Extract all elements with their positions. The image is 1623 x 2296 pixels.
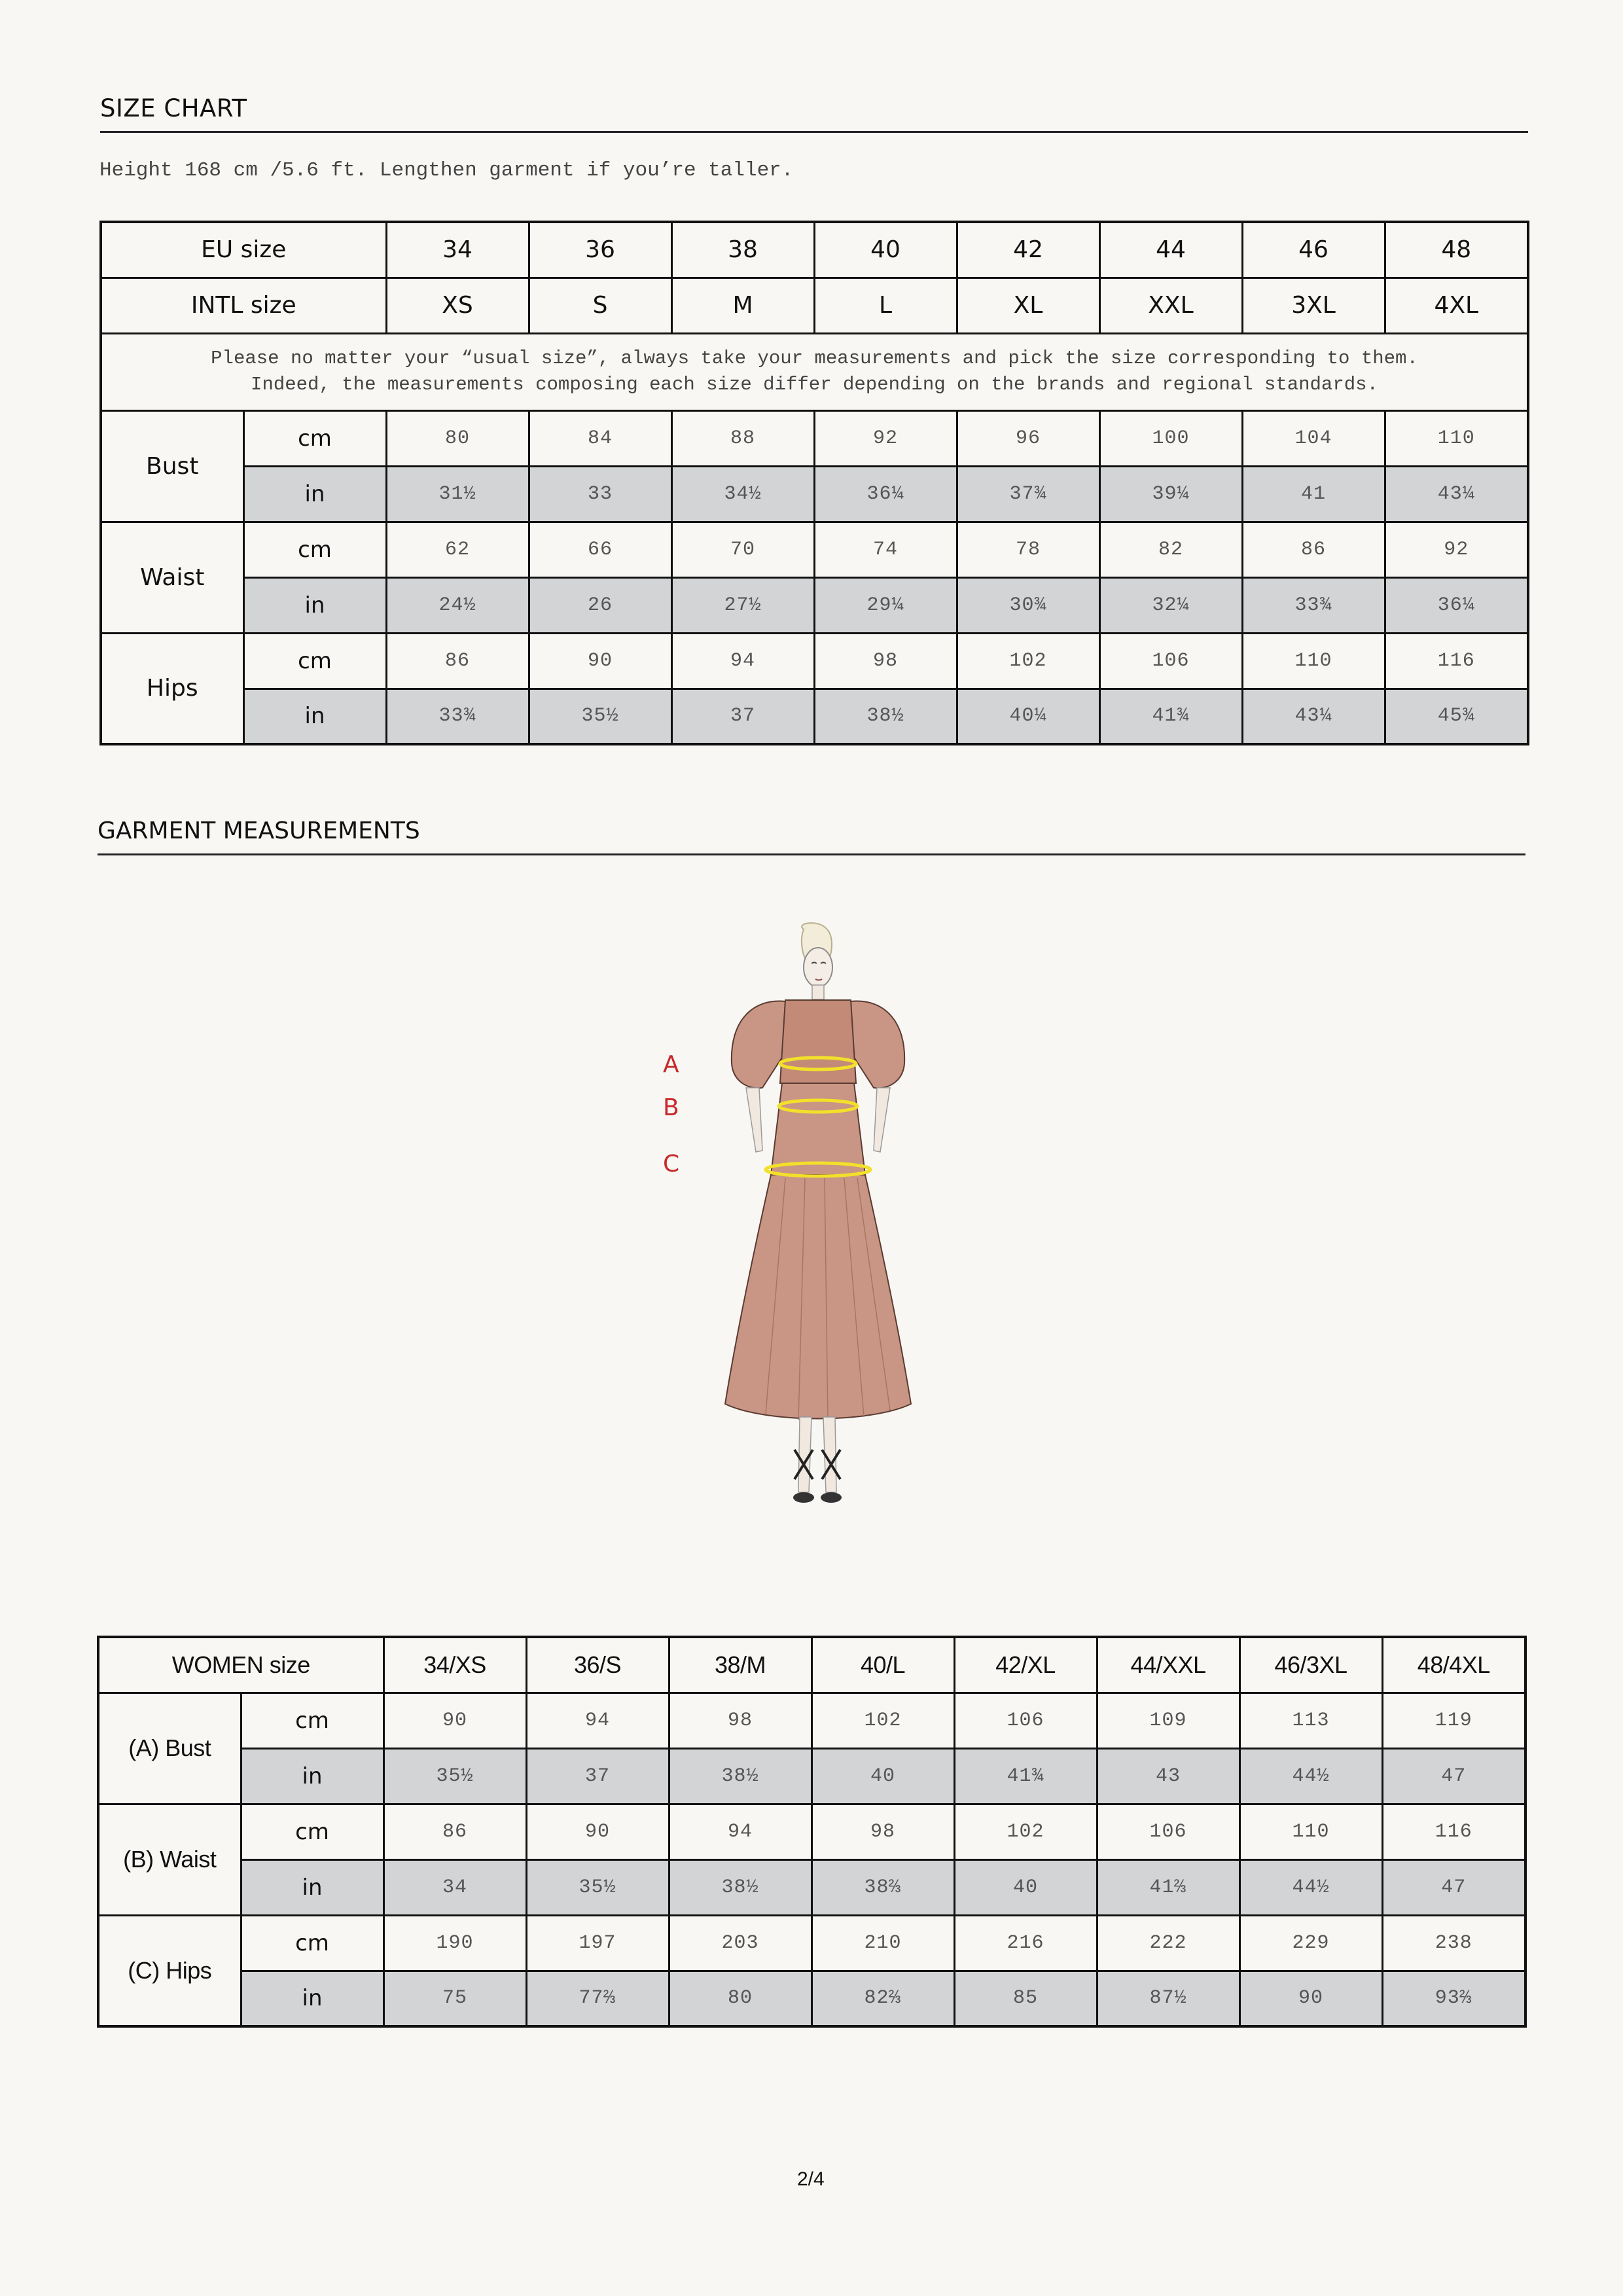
size-note: [101, 333, 1528, 410]
bust-label: Bust: [101, 410, 243, 522]
table-cell: 106: [1099, 633, 1242, 689]
hips-cm-row: [101, 633, 1528, 689]
intl-size-cell: M: [671, 278, 814, 333]
table-cell: 62: [386, 522, 529, 577]
unit-label: in: [243, 466, 386, 522]
table-cell: 38½: [669, 1859, 812, 1915]
table-cell: 75: [383, 1971, 526, 2026]
unit-label: in: [243, 689, 386, 744]
page-number: 2/4: [797, 2168, 825, 2190]
table-cell: 86: [383, 1804, 526, 1859]
eu-size-label: EU size: [101, 222, 386, 278]
eu-size-cell: 36: [529, 222, 671, 278]
garment-size-cell: 36/S: [526, 1637, 669, 1693]
table-cell: 90: [529, 633, 671, 689]
dress-illustration: [654, 916, 969, 1532]
eu-size-cell: 40: [814, 222, 957, 278]
table-cell: 47: [1382, 1748, 1525, 1804]
table-cell: 40: [812, 1748, 954, 1804]
table-cell: 35½: [526, 1859, 669, 1915]
unit-label: cm: [243, 522, 386, 577]
table-cell: 190: [383, 1915, 526, 1971]
garment-hips-label: (C) Hips: [98, 1915, 241, 2026]
table-cell: 90: [383, 1693, 526, 1748]
unit-label: in: [243, 577, 386, 633]
table-cell: 47: [1382, 1859, 1525, 1915]
table-cell: 41¾: [1099, 689, 1242, 744]
table-cell: 94: [671, 633, 814, 689]
table-cell: 102: [812, 1693, 954, 1748]
table-cell: 116: [1382, 1804, 1525, 1859]
table-cell: 110: [1385, 410, 1528, 466]
table-cell: 238: [1382, 1915, 1525, 1971]
intl-size-cell: S: [529, 278, 671, 333]
table-cell: 216: [954, 1915, 1097, 1971]
table-cell: 27½: [671, 577, 814, 633]
intl-size-cell: 3XL: [1242, 278, 1385, 333]
table-cell: 119: [1382, 1693, 1525, 1748]
left-arm: [746, 1088, 762, 1152]
left-shoe: [793, 1492, 814, 1503]
eu-size-cell: 44: [1099, 222, 1242, 278]
garment-hips-cm-row: [98, 1915, 1525, 1971]
intl-size-label: INTL size: [101, 278, 386, 333]
table-cell: 80: [669, 1971, 812, 2026]
table-cell: 37: [671, 689, 814, 744]
table-cell: 33¾: [386, 689, 529, 744]
table-cell: 31½: [386, 466, 529, 522]
table-cell: 77⅔: [526, 1971, 669, 2026]
table-cell: 30¾: [957, 577, 1099, 633]
table-cell: 74: [814, 522, 957, 577]
table-cell: 33¾: [1242, 577, 1385, 633]
unit-label: in: [241, 1748, 383, 1804]
table-cell: 39¼: [1099, 466, 1242, 522]
table-cell: 229: [1240, 1915, 1382, 1971]
table-cell: 38½: [814, 689, 957, 744]
size-chart-table: [99, 221, 1529, 745]
waist-label: Waist: [101, 522, 243, 633]
table-cell: 32¼: [1099, 577, 1242, 633]
table-cell: 88: [671, 410, 814, 466]
table-cell: 43: [1097, 1748, 1240, 1804]
table-cell: 36¼: [814, 466, 957, 522]
marker-a: A: [663, 1051, 679, 1078]
table-cell: 43¼: [1385, 466, 1528, 522]
intl-size-cell: L: [814, 278, 957, 333]
table-cell: 86: [1242, 522, 1385, 577]
legs: [798, 1417, 836, 1492]
neck: [812, 985, 824, 999]
garment-waist-label: (B) Waist: [98, 1804, 241, 1915]
table-cell: 24½: [386, 577, 529, 633]
right-arm: [874, 1088, 890, 1152]
table-cell: 92: [1385, 522, 1528, 577]
table-cell: 35½: [529, 689, 671, 744]
intl-size-row: [101, 278, 1528, 333]
garment-bust-cm-row: [98, 1693, 1525, 1748]
table-cell: 113: [1240, 1693, 1382, 1748]
table-cell: 41¾: [954, 1748, 1097, 1804]
right-shoe: [821, 1492, 842, 1503]
garment-hips-in-row: [98, 1971, 1525, 2026]
table-cell: 98: [814, 633, 957, 689]
garment-bust-label: (A) Bust: [98, 1693, 241, 1804]
intl-size-cell: XXL: [1099, 278, 1242, 333]
table-cell: 84: [529, 410, 671, 466]
table-cell: 44½: [1240, 1748, 1382, 1804]
garment-size-cell: 48/4XL: [1382, 1637, 1525, 1693]
table-cell: 40: [954, 1859, 1097, 1915]
table-cell: 78: [957, 522, 1099, 577]
intl-size-cell: XL: [957, 278, 1099, 333]
table-cell: 106: [1097, 1804, 1240, 1859]
table-cell: 36¼: [1385, 577, 1528, 633]
table-cell: 45¾: [1385, 689, 1528, 744]
unit-label: in: [241, 1859, 383, 1915]
table-cell: 70: [671, 522, 814, 577]
size-note-row: [101, 333, 1528, 410]
garment-measurements-title: GARMENT MEASUREMENTS: [98, 816, 1525, 855]
table-cell: 210: [812, 1915, 954, 1971]
bust-cm-row: [101, 410, 1528, 466]
waist-cm-row: [101, 522, 1528, 577]
table-cell: 29¼: [814, 577, 957, 633]
table-cell: 41: [1242, 466, 1385, 522]
table-cell: 80: [386, 410, 529, 466]
unit-label: cm: [241, 1804, 383, 1859]
garment-size-cell: 42/XL: [954, 1637, 1097, 1693]
table-cell: 90: [1240, 1971, 1382, 2026]
upper-skirt: [771, 1083, 865, 1175]
women-size-label: WOMEN size: [98, 1637, 383, 1693]
table-cell: 94: [669, 1804, 812, 1859]
eu-size-row: [101, 222, 1528, 278]
size-chart-title: SIZE CHART: [100, 93, 1528, 133]
table-cell: 106: [954, 1693, 1097, 1748]
waist-in-row: [101, 577, 1528, 633]
table-cell: 82⅔: [812, 1971, 954, 2026]
marker-c: C: [663, 1151, 680, 1177]
unit-label: cm: [243, 633, 386, 689]
table-cell: 82: [1099, 522, 1242, 577]
table-cell: 100: [1099, 410, 1242, 466]
table-cell: 94: [526, 1693, 669, 1748]
garment-waist-cm-row: [98, 1804, 1525, 1859]
garment-measurements-table: [97, 1636, 1527, 2028]
unit-label: cm: [241, 1915, 383, 1971]
garment-header-row: [98, 1637, 1525, 1693]
table-cell: 98: [669, 1693, 812, 1748]
table-cell: 38½: [669, 1748, 812, 1804]
eu-size-cell: 34: [386, 222, 529, 278]
unit-label: in: [241, 1971, 383, 2026]
table-cell: 26: [529, 577, 671, 633]
table-cell: 104: [1242, 410, 1385, 466]
unit-label: cm: [243, 410, 386, 466]
table-cell: 102: [954, 1804, 1097, 1859]
eu-size-cell: 38: [671, 222, 814, 278]
garment-size-cell: 46/3XL: [1240, 1637, 1382, 1693]
table-cell: 86: [386, 633, 529, 689]
table-cell: 92: [814, 410, 957, 466]
table-cell: 110: [1240, 1804, 1382, 1859]
unit-label: cm: [241, 1693, 383, 1748]
garment-bust-in-row: [98, 1748, 1525, 1804]
garment-size-cell: 40/L: [812, 1637, 954, 1693]
eu-size-cell: 46: [1242, 222, 1385, 278]
table-cell: 93⅔: [1382, 1971, 1525, 2026]
garment-size-cell: 34/XS: [383, 1637, 526, 1693]
table-cell: 96: [957, 410, 1099, 466]
hips-in-row: [101, 689, 1528, 744]
bust-in-row: [101, 466, 1528, 522]
table-cell: 222: [1097, 1915, 1240, 1971]
table-cell: 41⅔: [1097, 1859, 1240, 1915]
size-note-line-1: Please no matter your “usual size”, always take your measurements and pick the size corresponding to them.: [211, 348, 1418, 369]
table-cell: 197: [526, 1915, 669, 1971]
garment-size-cell: 44/XXL: [1097, 1637, 1240, 1693]
head: [804, 948, 832, 987]
marker-b: B: [663, 1094, 679, 1121]
table-cell: 44½: [1240, 1859, 1382, 1915]
table-cell: 40¼: [957, 689, 1099, 744]
eu-size-cell: 42: [957, 222, 1099, 278]
table-cell: 34: [383, 1859, 526, 1915]
eu-size-cell: 48: [1385, 222, 1528, 278]
height-note: Height 168 cm /5.6 ft. Lengthen garment if you’re taller.: [99, 159, 794, 182]
garment-size-cell: 38/M: [669, 1637, 812, 1693]
table-cell: 110: [1242, 633, 1385, 689]
lower-skirt: [725, 1175, 911, 1419]
table-cell: 37¾: [957, 466, 1099, 522]
intl-size-cell: XS: [386, 278, 529, 333]
table-cell: 33: [529, 466, 671, 522]
table-cell: 43¼: [1242, 689, 1385, 744]
table-cell: 203: [669, 1915, 812, 1971]
hips-label: Hips: [101, 633, 243, 744]
table-cell: 85: [954, 1971, 1097, 2026]
table-cell: 66: [529, 522, 671, 577]
intl-size-cell: 4XL: [1385, 278, 1528, 333]
size-note-line-2: Indeed, the measurements composing each size differ depending on the brands and regional standards.: [251, 374, 1378, 395]
table-cell: 98: [812, 1804, 954, 1859]
table-cell: 116: [1385, 633, 1528, 689]
table-cell: 109: [1097, 1693, 1240, 1748]
table-cell: 37: [526, 1748, 669, 1804]
table-cell: 38⅔: [812, 1859, 954, 1915]
garment-waist-in-row: [98, 1859, 1525, 1915]
table-cell: 87½: [1097, 1971, 1240, 2026]
table-cell: 102: [957, 633, 1099, 689]
table-cell: 35½: [383, 1748, 526, 1804]
table-cell: 34½: [671, 466, 814, 522]
table-cell: 90: [526, 1804, 669, 1859]
